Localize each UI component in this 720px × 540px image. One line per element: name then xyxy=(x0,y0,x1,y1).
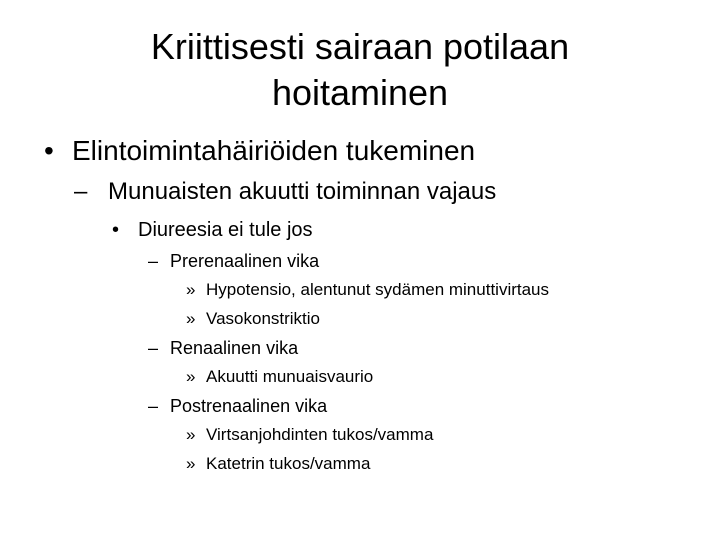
cause-label: Postrenaalinen vika xyxy=(170,396,328,416)
cause-renal xyxy=(148,336,298,360)
slide-title-line-1: Kriittisesti sairaan potilaan xyxy=(150,26,570,67)
cause-postrenal xyxy=(148,394,327,418)
cause-label: Prerenaalinen vika xyxy=(170,251,320,271)
cause-detail xyxy=(186,423,433,447)
cause-detail xyxy=(186,278,549,302)
cause-prerenal xyxy=(148,249,319,273)
bullet-marker: • xyxy=(44,135,54,166)
bullet-level-2 xyxy=(74,177,496,207)
bullet-level-1 xyxy=(44,134,475,168)
cause-detail xyxy=(186,452,370,476)
slide-title xyxy=(60,24,660,116)
cause-detail-text: Vasokonstriktio xyxy=(206,309,321,328)
bullet-text: Munuaisten akuutti toiminnan vajaus xyxy=(108,178,497,205)
cause-detail-text: Hypotensio, alentunut sydämen minuttivirtaus xyxy=(206,280,550,299)
slide-title-line-2: hoitaminen xyxy=(271,72,449,113)
bullet-text: Diureesia ei tule jos xyxy=(138,219,313,241)
bullet-text: Elintoimintahäiriöiden tukeminen xyxy=(72,135,476,166)
bullet-marker: • xyxy=(112,219,120,241)
cause-detail-text: Virtsanjohdinten tukos/vamma xyxy=(206,425,434,444)
guillemet-marker: » xyxy=(186,367,196,386)
dash-marker: – xyxy=(148,338,159,358)
cause-detail xyxy=(186,365,373,389)
cause-label: Renaalinen vika xyxy=(170,338,299,358)
guillemet-marker: » xyxy=(186,309,196,328)
guillemet-marker: » xyxy=(186,454,196,473)
dash-marker: – xyxy=(148,396,159,416)
bullet-level-3 xyxy=(112,217,313,243)
cause-detail xyxy=(186,307,320,331)
guillemet-marker: » xyxy=(186,280,196,299)
cause-detail-text: Katetrin tukos/vamma xyxy=(206,454,371,473)
cause-detail-text: Akuutti munuaisvaurio xyxy=(206,367,374,386)
guillemet-marker: » xyxy=(186,425,196,444)
dash-marker: – xyxy=(148,251,159,271)
dash-marker: – xyxy=(74,178,88,205)
